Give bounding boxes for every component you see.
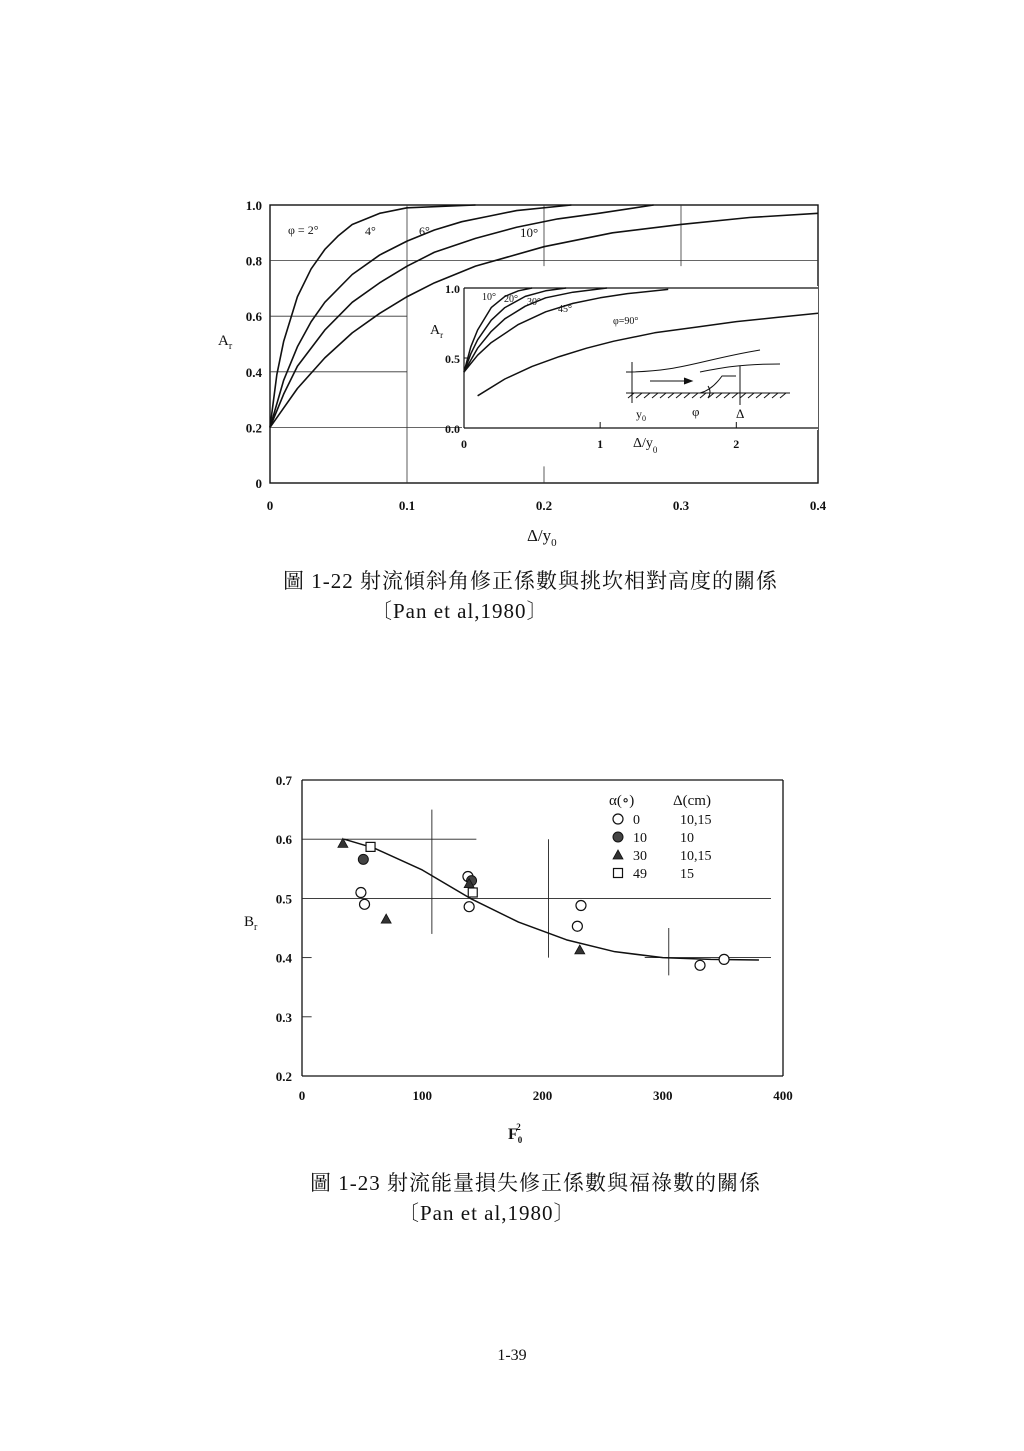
point-open-circle-1 — [360, 899, 370, 909]
figure-1-23-caption — [310, 1168, 761, 1228]
scatter-tick-labels — [276, 773, 793, 1103]
diagram-label-y0: $y_0$ — [636, 407, 646, 423]
scatter-xtick-4: 400 — [773, 1088, 793, 1103]
figure-1-22-source: 〔Pan et al,1980〕 — [371, 599, 549, 623]
legend-alpha-1: 10 — [633, 831, 647, 846]
inset-curve-label-90: φ=90° — [613, 316, 639, 327]
figure-1-22-title: 圖 1-22 射流傾斜角修正係數與挑坎相對高度的關係 — [283, 569, 778, 593]
main-curve-label-4: 4° — [365, 224, 376, 238]
scatter-ytick-5: 0.7 — [275, 773, 292, 788]
inset-ytick-1: 0.5 — [445, 352, 460, 366]
point-open-circle-3 — [464, 902, 474, 912]
scatter-xtick-3: 300 — [653, 1088, 673, 1103]
point-filled-circle-0 — [358, 854, 368, 864]
scatter-ytick-1: 0.3 — [275, 1009, 292, 1025]
legend-delta-2: 10,15 — [680, 849, 712, 864]
figure-1-22-caption — [283, 566, 778, 626]
figure-1-22 — [0, 0, 1024, 560]
main-ytick-4: 0.8 — [245, 253, 262, 269]
main-curve-label-2: φ = 2° — [288, 223, 319, 237]
main-xtick-1: 0.1 — [398, 498, 416, 513]
figure-1-23-title: 圖 1-23 射流能量損失修正係數與福祿數的關係 — [310, 1171, 761, 1195]
point-filled-triangle-3 — [575, 945, 585, 954]
main-xtick-3: 0.3 — [672, 498, 690, 513]
point-open-circle-6 — [695, 960, 705, 970]
point-open-square-0 — [366, 842, 375, 851]
scatter-xtick-1: 100 — [412, 1088, 432, 1103]
scatter-x-axis-label: $F_02$ — [508, 1122, 523, 1145]
main-curve-label-10: 10° — [520, 225, 539, 240]
figure-1-23 — [0, 760, 1024, 1160]
point-open-circle-4 — [572, 921, 582, 931]
figure-1-23-source: 〔Pan et al,1980〕 — [398, 1201, 576, 1225]
inset-xtick-0: 0 — [461, 437, 467, 451]
scatter-xtick-0: 0 — [298, 1088, 306, 1103]
main-ytick-3: 0.6 — [245, 309, 262, 325]
scatter-xtick-2: 200 — [532, 1088, 553, 1103]
legend-header-alpha: α(∘) — [609, 793, 635, 809]
main-ytick-2: 0.4 — [245, 364, 262, 380]
inset-curve-label-20: 20° — [504, 294, 518, 305]
point-open-square-1 — [468, 888, 477, 897]
point-open-circle-7 — [719, 954, 729, 964]
legend-marker-3 — [614, 869, 623, 878]
point-open-circle-0 — [356, 887, 366, 897]
main-ytick-0: 0 — [255, 476, 262, 491]
legend-marker-0 — [613, 814, 623, 824]
inset-curve-label-30: 30° — [527, 297, 541, 308]
legend-delta-3: 15 — [680, 867, 694, 882]
main-x-axis-label: $\Delta/y_0$ — [527, 526, 557, 549]
inset-ytick-0: 0.0 — [445, 422, 460, 436]
inset-y-axis-label: $A_r$ — [430, 323, 444, 340]
main-ytick-1: 0.2 — [245, 420, 262, 436]
diagram-label-delta: Δ — [736, 406, 745, 421]
legend — [609, 793, 712, 882]
scatter-y-axis-label: $B_r$ — [244, 914, 258, 933]
legend-delta-0: 10,15 — [680, 813, 712, 828]
legend-alpha-3: 49 — [633, 867, 647, 882]
legend-marker-1 — [613, 832, 623, 842]
inset-xtick-1: 1 — [597, 437, 604, 451]
inset-xtick-2: 2 — [733, 437, 740, 451]
scatter-ytick-3: 0.5 — [275, 891, 292, 907]
scatter-ytick-0: 0.2 — [275, 1069, 292, 1084]
main-curve-label-6: 6° — [419, 224, 430, 238]
legend-alpha-2: 30 — [633, 849, 647, 864]
legend-header-delta: Δ(cm) — [673, 793, 711, 809]
legend-delta-1: 10 — [680, 831, 694, 846]
scatter-grid-lines — [302, 810, 771, 1017]
inset-x-axis-label: $\Delta/y_0$ — [633, 436, 658, 455]
diagram-label-phi: φ — [692, 404, 700, 419]
inset-curve-label-45: 45° — [558, 304, 572, 315]
scatter-ytick-2: 0.4 — [275, 950, 292, 966]
main-xtick-0: 0 — [266, 498, 274, 513]
main-xtick-4: 0.4 — [809, 498, 827, 513]
legend-marker-2 — [613, 850, 623, 859]
main-y-axis-label: $A_r$ — [218, 333, 233, 352]
legend-alpha-0: 0 — [633, 813, 640, 828]
point-open-circle-5 — [576, 901, 586, 911]
main-ytick-5: 1.0 — [245, 198, 262, 213]
scatter-ytick-4: 0.6 — [275, 832, 292, 848]
inset-ytick-2: 1.0 — [445, 282, 460, 296]
point-filled-triangle-1 — [381, 914, 391, 923]
page-number: 1-39 — [497, 1347, 527, 1364]
main-xtick-2: 0.2 — [535, 498, 553, 513]
inset-curve-label-10: 10° — [482, 292, 496, 303]
